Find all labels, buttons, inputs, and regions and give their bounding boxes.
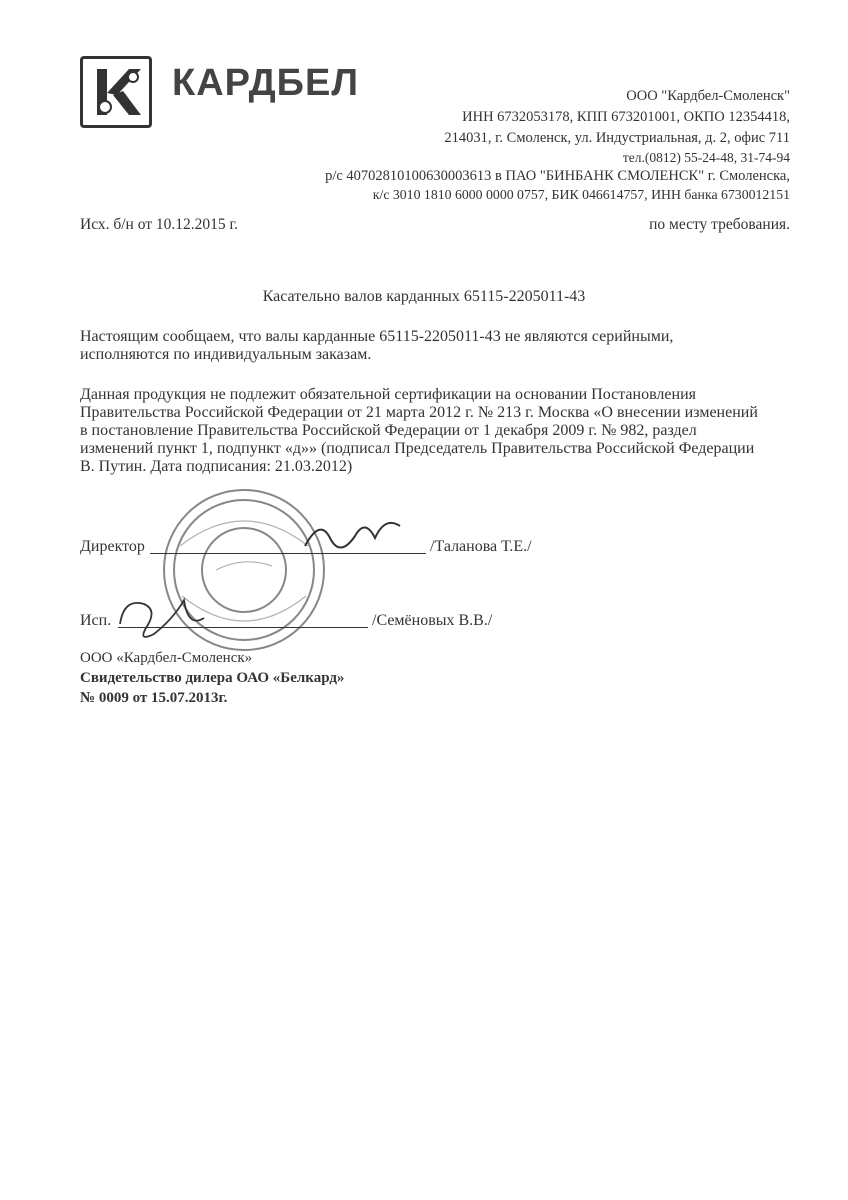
paragraph2-line5: В. Путин. Дата подписания: 21.03.2012): [80, 458, 353, 475]
executor-label: Исп.: [80, 612, 112, 629]
executor-name: /Семёновых В.В./: [372, 612, 493, 629]
paragraph2-line4: изменений пункт 1, подпункт «д»» (подписал Председатель Правительства Российской Федерации: [80, 440, 755, 457]
header-phone: тел.(0812) 55-24-48, 31-74-94: [622, 150, 790, 165]
header-bank-details: к/с 3010 1810 6000 0000 0757, БИК 046614757, ИНН банка 6730012151: [372, 187, 790, 202]
letter-subject: Касательно валов карданных 65115-2205011-43: [262, 288, 586, 305]
paragraph1-line2: исполняются по индивидуальным заказам.: [80, 346, 372, 363]
outgoing-ref: Исх. б/н от 10.12.2015 г.: [80, 216, 239, 233]
header-inn: ИНН 6732053178, КПП 673201001, ОКПО 12354418,: [462, 109, 790, 125]
director-name: /Таланова Т.Е./: [430, 538, 532, 555]
footer-company: ООО «Кардбел-Смоленск»: [80, 650, 253, 666]
executor-signature-icon: [114, 588, 224, 648]
addressee: по месту требования.: [649, 216, 790, 233]
company-logo-icon: [80, 56, 152, 128]
paragraph2-line1: Данная продукция не подлежит обязательной сертификации на основании Постановления: [80, 386, 696, 403]
paragraph1-line1: Настоящим сообщаем, что валы карданные 65115-2205011-43 не являются серийными,: [80, 328, 674, 345]
header-bank-account: р/с 40702810100630003613 в ПАО "БИНБАНК СМОЛЕНСК" г. Смоленска,: [325, 168, 790, 184]
paragraph2-line3: в постановление Правительства Российской Федерации от 1 декабря 2009 г. № 982, раздел: [80, 422, 697, 439]
company-wordmark: КАРДБЕЛ: [172, 62, 359, 104]
header-company: ООО "Кардбел-Смоленск": [626, 88, 790, 104]
dealer-certificate-number: № 0009 от 15.07.2013г.: [80, 690, 228, 706]
paragraph2-line2: Правительства Российской Федерации от 21 марта 2012 г. № 213 г. Москва «О внесении изменений: [80, 404, 758, 421]
header-address: 214031, г. Смоленск, ул. Индустриальная, д. 2, офис 711: [444, 130, 790, 146]
director-label: Директор: [80, 538, 145, 555]
cardan-shaft-k-icon: [83, 59, 149, 125]
director-signature-icon: [300, 508, 410, 558]
dealer-certificate: Свидетельство дилера ОАО «Белкард»: [80, 670, 345, 686]
